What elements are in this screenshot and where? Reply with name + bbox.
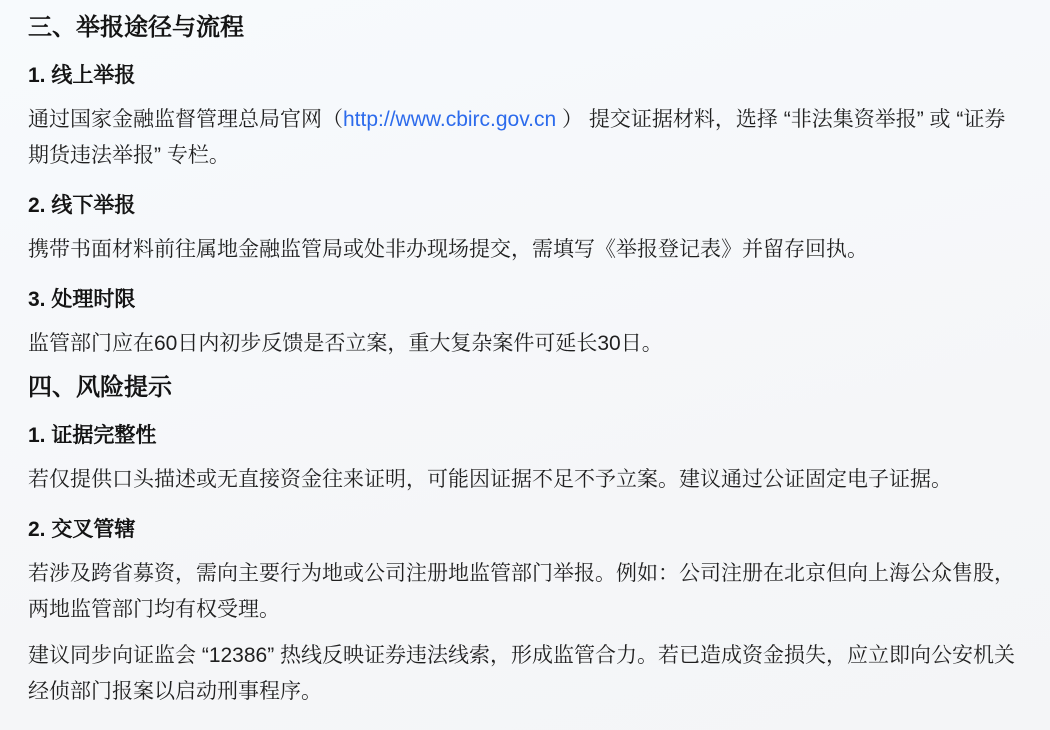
subheading-processing-time: 3. 处理时限 <box>28 288 136 311</box>
section-risk-warnings <box>28 372 1022 710</box>
paragraph-offline-report: 携带书面材料前往属地金融监管局或处非办现场提交，需填写《举报登记表》并留存回执。 <box>28 238 868 261</box>
online-report-text-before-link: 通过国家金融监督管理总局官网（ <box>28 108 343 131</box>
section-heading-risk-warnings: 四、风险提示 <box>28 374 172 401</box>
paragraph-online-report <box>28 102 1022 174</box>
subheading-online-report: 1. 线上举报 <box>28 64 136 87</box>
paragraph-hotline-advice: 建议同步向证监会 “12386” 热线反映证券违法线索，形成监管合力。若已造成资金损失，应立即向公安机关经侦部门报案以启动刑事程序。 <box>28 644 1016 703</box>
subheading-evidence-completeness: 1. 证据完整性 <box>28 424 157 447</box>
cbirc-website-link[interactable]: http://www.cbirc.gov.cn <box>343 108 557 131</box>
subheading-cross-jurisdiction: 2. 交叉管辖 <box>28 518 136 541</box>
paragraph-processing-time: 监管部门应在60日内初步反馈是否立案，重大复杂案件可延长30日。 <box>28 332 663 355</box>
section-reporting-channels <box>28 12 1022 362</box>
online-report-text-after-link: ） 提交证据材料，选择 “非法集资举报” 或 “证券期货违法举报” 专栏。 <box>28 108 1006 167</box>
section-heading-reporting-channels: 三、举报途径与流程 <box>28 14 244 41</box>
paragraph-evidence-completeness: 若仅提供口头描述或无直接资金往来证明，可能因证据不足不予立案。建议通过公证固定电子证据。 <box>28 468 952 491</box>
subheading-offline-report: 2. 线下举报 <box>28 194 136 217</box>
paragraph-cross-jurisdiction: 若涉及跨省募资，需向主要行为地或公司注册地监管部门举报。例如：公司注册在北京但向上海公众售股，两地监管部门均有权受理。 <box>28 562 1015 621</box>
